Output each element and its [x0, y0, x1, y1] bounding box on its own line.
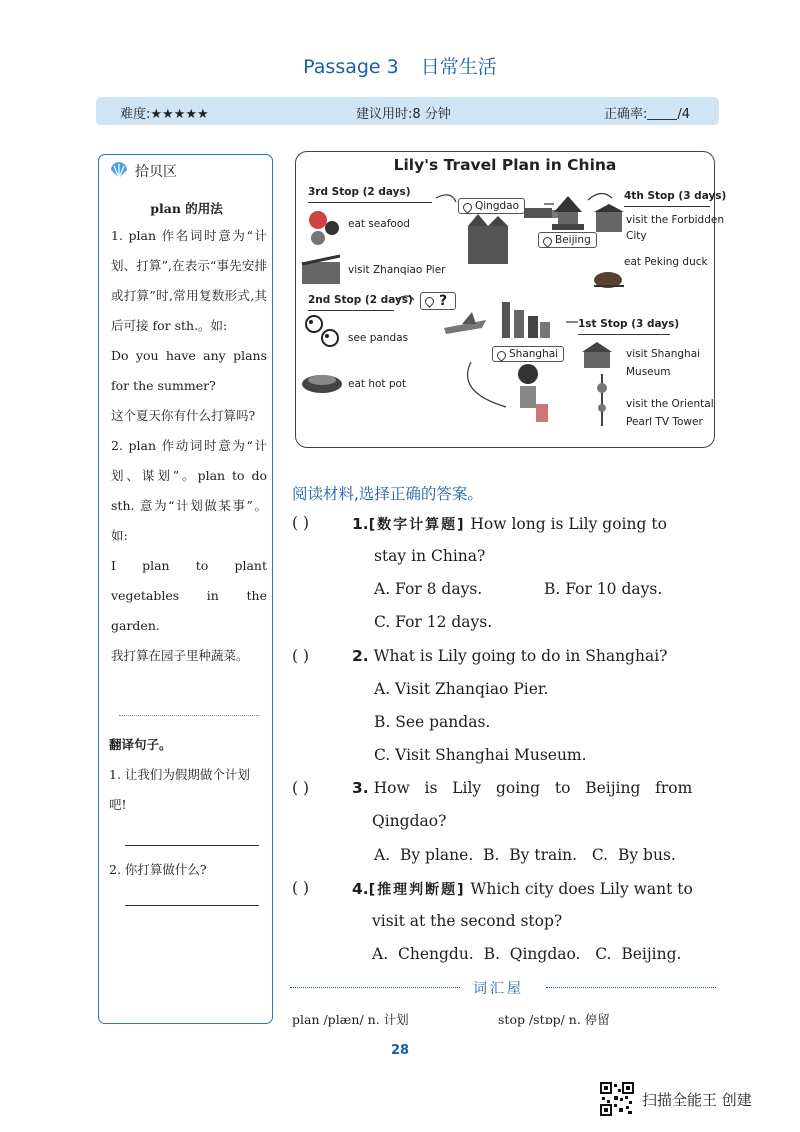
- accuracy-total: /4: [677, 107, 691, 122]
- q3-options[interactable]: A. By plane. B. By train. C. By bus.: [374, 846, 676, 864]
- activity-see-pandas: see pandas: [348, 332, 409, 344]
- example-1-en: Do you have any plans for the summer?: [111, 348, 267, 393]
- location-unknown: ?: [420, 292, 456, 310]
- question-4-tag: [推理判断题]: [368, 882, 466, 898]
- vocab-stop: stop /stɒp/ n. 停留: [498, 1012, 610, 1027]
- difficulty-label: 难度:★★★★★: [120, 107, 209, 122]
- accuracy-label: 正确率:: [604, 107, 648, 122]
- question-2-text: What is Lily going to do in Shanghai?: [368, 647, 668, 665]
- pier-icon: [302, 256, 340, 284]
- travel-map: [295, 151, 727, 448]
- stop-4-underline: [624, 206, 710, 207]
- answer-line-1[interactable]: [125, 845, 259, 846]
- qr-code-icon: [600, 1082, 634, 1116]
- qingdao-buildings-icon: [468, 214, 508, 264]
- q2-option-c[interactable]: C. Visit Shanghai Museum.: [374, 746, 587, 764]
- translate-section-2: [109, 855, 269, 885]
- info-bar: [96, 97, 719, 125]
- page-number: 28: [390, 1043, 410, 1058]
- location-beijing: Beijing: [538, 232, 597, 248]
- pearl-tower-icon: [597, 374, 607, 426]
- q1-option-a[interactable]: A. For 8 days.: [374, 580, 483, 598]
- activity-museum-line2: Museum: [626, 366, 671, 378]
- activity-hot-pot: eat hot pot: [348, 378, 407, 390]
- location-shanghai: Shanghai: [492, 346, 564, 362]
- accuracy-blank[interactable]: [647, 108, 677, 120]
- q2-option-b[interactable]: B. See pandas.: [374, 713, 491, 731]
- answer-blank-2[interactable]: ( ): [292, 647, 310, 665]
- q1-option-c[interactable]: C. For 12 days.: [374, 613, 493, 631]
- shanghai-museum-icon: [582, 342, 612, 368]
- hot-pot-icon: [302, 375, 342, 393]
- traveling-girl-icon: [518, 364, 548, 422]
- translate-heading: 翻译句子。: [109, 737, 172, 752]
- location-qingdao: Qingdao: [458, 198, 525, 214]
- activity-tower-line2: Pearl TV Tower: [626, 416, 703, 428]
- question-1-text: How long is Lily going to: [465, 515, 667, 533]
- translate-item-2: 2. 你打算做什么?: [109, 862, 207, 877]
- question-4: [352, 879, 693, 899]
- answer-blank-4[interactable]: ( ): [292, 879, 310, 897]
- activity-eat-seafood: eat seafood: [348, 218, 410, 230]
- question-3-number: 3.: [352, 779, 369, 797]
- answer-line-2[interactable]: [125, 905, 259, 906]
- passage-label: Passage 3: [303, 56, 399, 78]
- question-1-number: 1.: [352, 515, 369, 533]
- question-3-text: How is Lily going to Beijing from: [368, 779, 693, 797]
- example-2-en: I plan to plant vegetables in the garden.: [111, 558, 267, 633]
- plane-icon: [444, 312, 486, 334]
- activity-museum-line1: visit Shanghai: [626, 348, 701, 360]
- translate-item-1: 1. 让我们为假期做个计划吧!: [109, 767, 250, 812]
- question-4-number: 4.: [352, 880, 369, 898]
- activity-peking-duck: eat Peking duck: [624, 256, 708, 268]
- question-3: [352, 779, 692, 797]
- map-title: Lily's Travel Plan in China: [393, 156, 617, 174]
- usage-point-1: 1. plan 作名词时意为“计划、打算”,在表示“事先安排或打算”时,常用复数形式,其后可接 for sth.。如:: [111, 228, 267, 333]
- seafood-icon: [309, 211, 339, 245]
- stop-1-underline: [578, 334, 670, 335]
- example-1-cn: 这个夏天你有什么打算吗?: [111, 408, 256, 423]
- passage-topic: 日常生活: [420, 56, 497, 78]
- answer-blank-3[interactable]: ( ): [292, 779, 310, 797]
- usage-point-2: 2. plan 作动词时意为“计划、谋划”。plan to do sth. 意为“计划做某事”。如:: [111, 438, 267, 543]
- q4-options[interactable]: A. Chengdu. B. Qingdao. C. Beijing.: [372, 945, 682, 963]
- question-3-text-cont: Qingdao?: [372, 812, 447, 830]
- question-1: [352, 514, 667, 534]
- peking-duck-icon: [594, 272, 624, 288]
- forbidden-city-icon: [594, 204, 624, 232]
- shell-icon: [109, 162, 129, 180]
- translate-section: [109, 730, 269, 820]
- stop-2-label: 2nd Stop (2 days): [308, 294, 413, 306]
- stop-1-label: 1st Stop (3 days): [578, 318, 680, 330]
- activity-forbidden-city-line2: City: [626, 230, 647, 242]
- example-2-cn: 我打算在园子里种蔬菜。: [111, 648, 249, 663]
- q1-option-b[interactable]: B. For 10 days.: [544, 580, 663, 598]
- question-1-tag: [数字计算题]: [368, 517, 466, 533]
- sidebar-body: [111, 221, 267, 671]
- question-2-number: 2.: [352, 647, 369, 665]
- scanner-watermark: [600, 1082, 752, 1116]
- vocab-plan: plan /plæn/ n. 计划: [292, 1012, 409, 1027]
- accuracy-field: [604, 103, 690, 122]
- scanner-watermark-text: 扫描全能王 创建: [642, 1090, 752, 1109]
- activity-visit-pier: visit Zhanqiao Pier: [348, 264, 446, 276]
- vocab-divider-left: [290, 987, 460, 988]
- suggested-time: 建议用时:8 分钟: [356, 107, 451, 122]
- q2-option-a[interactable]: A. Visit Zhanqiao Pier.: [374, 680, 549, 698]
- stop-2-underline: [308, 310, 394, 311]
- instructions: 阅读材料,选择正确的答案。: [292, 485, 483, 503]
- sidebar-heading-text: 拾贝区: [135, 164, 177, 180]
- activity-tower-line1: visit the Oriental: [626, 398, 714, 410]
- shanghai-skyline-icon: [502, 302, 550, 338]
- question-1-text-cont: stay in China?: [374, 547, 486, 565]
- answer-blank-1[interactable]: ( ): [292, 514, 310, 532]
- tips-sidebar: [98, 154, 273, 1024]
- pandas-icon: [306, 316, 338, 346]
- sidebar-subheading: plan 的用法: [150, 201, 223, 216]
- question-4-text-cont: visit at the second stop?: [372, 912, 563, 930]
- activity-forbidden-city-line1: visit the Forbidden: [626, 214, 724, 226]
- stop-4-label: 4th Stop (3 days): [624, 190, 727, 202]
- sidebar-heading: [109, 161, 177, 181]
- vocab-divider-right: [546, 987, 716, 988]
- question-4-text: Which city does Lily want to: [465, 880, 693, 898]
- stop-3-underline: [308, 202, 432, 203]
- stop-3-label: 3rd Stop (2 days): [308, 186, 411, 198]
- divider: [119, 715, 259, 716]
- vocab-title: 词汇屋: [473, 981, 524, 997]
- question-2: [352, 647, 667, 665]
- page-title: [0, 52, 800, 79]
